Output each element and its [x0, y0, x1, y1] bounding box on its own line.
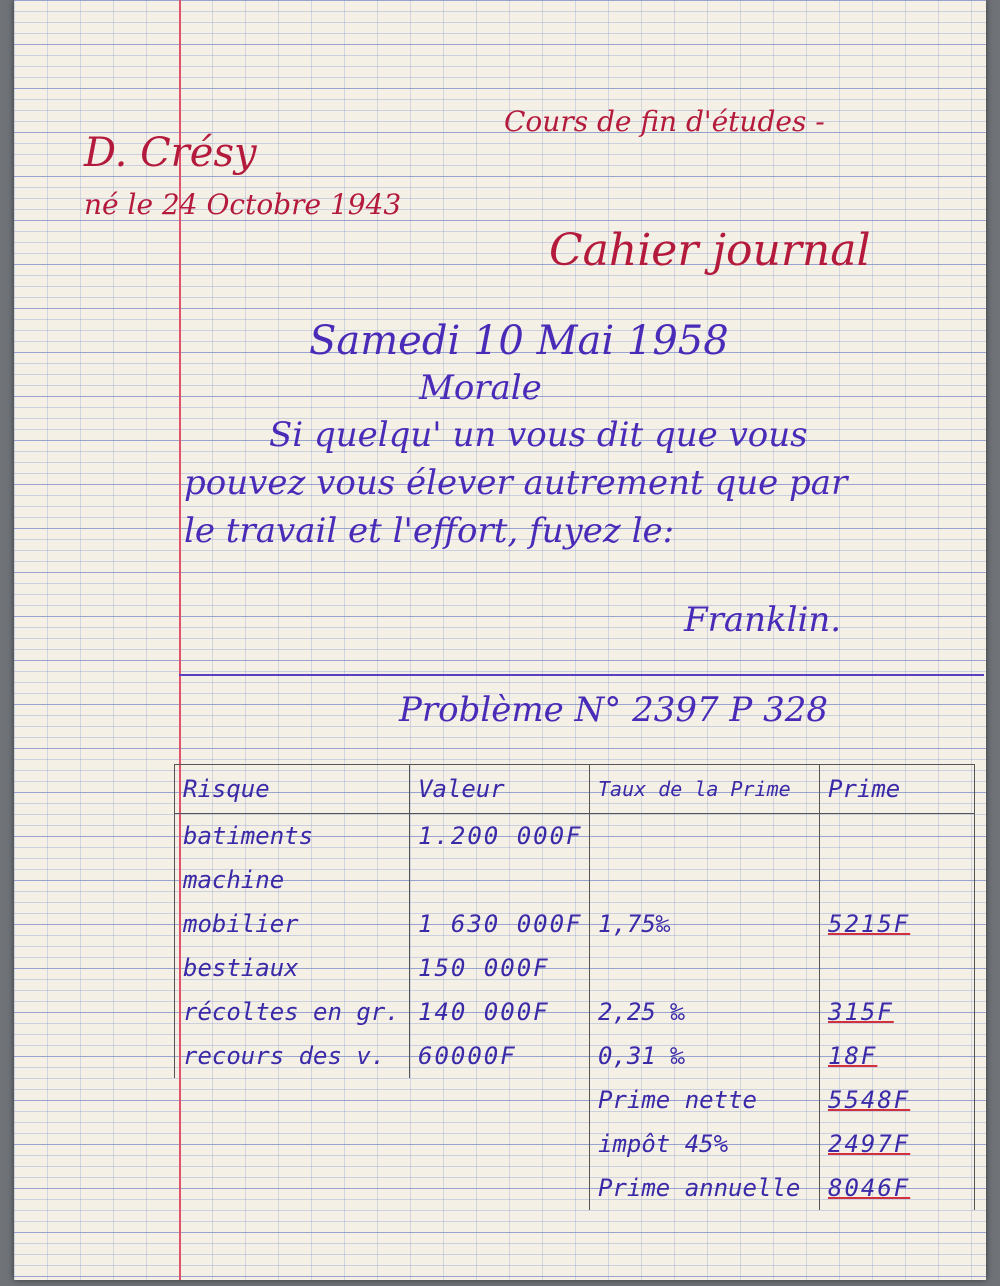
separator-line	[179, 674, 984, 676]
cell-prime	[820, 814, 975, 859]
cell-taux	[590, 814, 820, 859]
table-header-row	[175, 765, 975, 814]
header-risque: Risque	[175, 765, 410, 814]
cell-valeur: 150 000F	[410, 946, 590, 990]
insurance-table	[174, 764, 975, 1210]
cell-prime	[820, 946, 975, 990]
cell-risque: récoltes en gr.	[175, 990, 410, 1034]
cell-risque: recours des v.	[175, 1034, 410, 1078]
quote-line-1: Si quelqu' un vous dit que vous	[269, 415, 808, 455]
cell-valeur: 1 630 000F	[410, 902, 590, 946]
quote-line-3: le travail et l'effort, fuyez le:	[184, 511, 675, 551]
summary-value: 5548F	[820, 1078, 975, 1122]
table-row	[175, 902, 975, 946]
table-row	[175, 858, 975, 902]
summary-row	[175, 1078, 975, 1122]
summary-value: 2497F	[820, 1122, 975, 1166]
header-prime: Prime	[820, 765, 975, 814]
header-valeur: Valeur	[410, 765, 590, 814]
summary-label: impôt 45%	[590, 1122, 820, 1166]
quote-author: Franklin.	[684, 600, 842, 640]
summary-value: 8046F	[820, 1166, 975, 1210]
cell-valeur: 1.200 000F	[410, 814, 590, 859]
table-row	[175, 990, 975, 1034]
table-row	[175, 814, 975, 859]
summary-row	[175, 1166, 975, 1210]
cell-risque: batiments	[175, 814, 410, 859]
table-row	[175, 1034, 975, 1078]
cell-prime: 5215F	[820, 902, 975, 946]
problem-title: Problème N° 2397 P 328	[399, 690, 829, 730]
cell-risque: machine	[175, 858, 410, 902]
notebook-page	[14, 0, 986, 1280]
summary-row	[175, 1122, 975, 1166]
summary-label: Prime annuelle	[590, 1166, 820, 1210]
cell-prime	[820, 858, 975, 902]
cell-valeur: 60000F	[410, 1034, 590, 1078]
table-row	[175, 946, 975, 990]
cell-taux: 1,75‰	[590, 902, 820, 946]
entry-date: Samedi 10 Mai 1958	[309, 318, 729, 364]
quote-line-2: pouvez vous élever autrement que par	[184, 463, 848, 503]
summary-spacer	[175, 1078, 590, 1122]
cell-risque: bestiaux	[175, 946, 410, 990]
summary-spacer	[175, 1166, 590, 1210]
birth-date: né le 24 Octobre 1943	[84, 188, 402, 221]
student-name: D. Crésy	[84, 130, 257, 176]
notebook-title: Cahier journal	[549, 225, 871, 276]
entry-subject: Morale	[419, 368, 542, 408]
header-taux: Taux de la Prime	[590, 765, 820, 814]
cell-taux: 2,25 ‰	[590, 990, 820, 1034]
cell-prime: 18F	[820, 1034, 975, 1078]
course-title: Cours de fin d'études -	[504, 105, 825, 138]
cell-valeur	[410, 858, 590, 902]
cell-valeur: 140 000F	[410, 990, 590, 1034]
cell-prime: 315F	[820, 990, 975, 1034]
summary-spacer	[175, 1122, 590, 1166]
cell-taux	[590, 858, 820, 902]
summary-label: Prime nette	[590, 1078, 820, 1122]
cell-taux	[590, 946, 820, 990]
cell-risque: mobilier	[175, 902, 410, 946]
cell-taux: 0,31 ‰	[590, 1034, 820, 1078]
